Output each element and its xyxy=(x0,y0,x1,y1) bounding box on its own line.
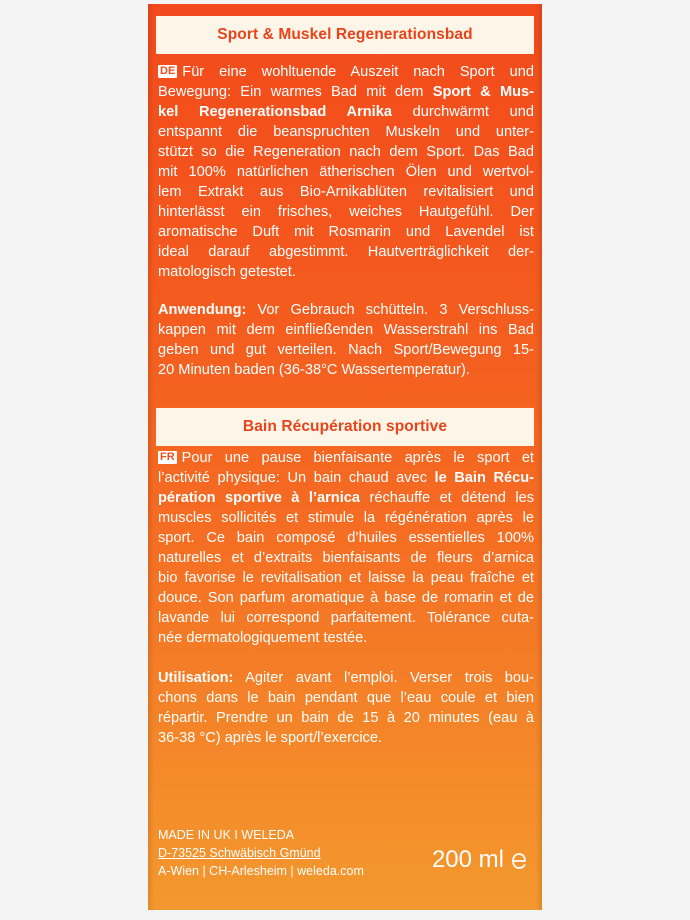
product-label-panel xyxy=(148,4,542,910)
text-line xyxy=(158,62,534,82)
text-fragment: Vor Gebrauch schütteln. 3 Verschluss- xyxy=(246,302,534,318)
text-fragment: durchwärmt und xyxy=(391,104,534,120)
product-name-bold: pération sportive à l’arnica xyxy=(158,490,361,506)
panel-right-shadow xyxy=(536,4,542,910)
text-fragment: Agiter avant l’emploi. Verser trois bou- xyxy=(233,670,534,686)
text-line: chons dans le bain pendant que l’eau coule et bien xyxy=(158,690,534,706)
usage-label-fr: Utilisation: xyxy=(158,670,234,686)
text-line: muscles sollicités et stimule la régénération après le xyxy=(158,510,534,526)
text-line: geben und gut verteilen. Nach Sport/Bewegung 15- xyxy=(158,342,534,358)
made-in-line: MADE IN UK I WELEDA xyxy=(158,828,295,842)
text-line: 36-38 °C) après le sport/l’exercice. xyxy=(158,730,383,746)
text-line: douce. Son parfum aromatique à base de romarin et de xyxy=(158,590,534,606)
text-fragment: réchauffe et détend les xyxy=(360,490,534,506)
text-line: née dermatologiquement testée. xyxy=(158,630,368,646)
product-name-bold: Sport & Mus- xyxy=(432,84,534,100)
locations-line: A-Wien | CH-Arlesheim | weleda.com xyxy=(158,864,364,878)
product-name-bold: kel Regenerationsbad Arnika xyxy=(158,104,392,120)
text-line xyxy=(158,82,534,102)
text-line: hinterlässt ein frisches, weiches Hautgefühl. Der xyxy=(158,204,534,220)
text-line: matologisch getestet. xyxy=(158,264,296,280)
section-title-fr xyxy=(156,408,534,446)
text-line: sport. Ce bain composé d’huiles essentielles 100% xyxy=(158,530,534,546)
text-line: lem Extrakt aus Bio-Arnikablüten revitalisiert und xyxy=(158,184,534,200)
lang-badge-fr: FR xyxy=(160,451,175,463)
text-line xyxy=(158,102,534,122)
text-line xyxy=(158,448,534,468)
text-line xyxy=(158,468,534,488)
text-line: ideal darauf abgestimmt. Hautverträglichkeit der- xyxy=(158,244,534,260)
usage-de xyxy=(158,300,534,380)
text-line: stützt so die Regeneration nach dem Sport. Das Bad xyxy=(158,144,534,160)
text-line: mit 100% natürlichen ätherischen Ölen und wertvol- xyxy=(158,164,534,180)
lang-badge-de: DE xyxy=(160,65,176,77)
text-line: aromatische Duft mit Rosmarin und Lavendel ist xyxy=(158,224,534,240)
description-de xyxy=(158,62,534,282)
text-line xyxy=(158,668,534,688)
section-title-de-text: Sport & Muskel Regenerationsbad xyxy=(217,26,473,43)
volume-label xyxy=(432,846,528,874)
text-line: répartir. Prendre un bain de 15 à 20 minutes (eau à xyxy=(158,710,534,726)
text-line: 20 Minuten baden (36-38°C Wassertemperatur). xyxy=(158,362,470,378)
text-line: kappen mit dem einfließenden Wasserstrahl ins Bad xyxy=(158,322,534,338)
usage-label-de: Anwendung: xyxy=(158,302,247,318)
volume-text: 200 ml xyxy=(431,846,504,873)
text-fragment: Für eine wohltuende Auszeit nach Sport und xyxy=(182,64,534,80)
text-fragment: Bewegung: Ein warmes Bad mit dem xyxy=(158,84,433,100)
text-line xyxy=(158,300,534,320)
estimated-sign-icon xyxy=(510,850,528,870)
text-fragment: Pour une pause bienfaisante après le sport et xyxy=(181,450,534,466)
usage-fr xyxy=(158,668,534,748)
text-line: bio favorise le revitalisation et laisse la peau fraîche et xyxy=(158,570,534,586)
section-title-de xyxy=(156,16,534,54)
panel-left-shadow xyxy=(148,4,154,910)
text-line: entspannt die beanspruchten Muskeln und unter- xyxy=(158,124,534,140)
text-fragment: l’activité physique: Un bain chaud avec xyxy=(158,470,435,486)
product-name-bold: le Bain Récu- xyxy=(434,470,534,486)
text-line: naturelles et d’extraits bienfaisants de fleurs d’arnica xyxy=(158,550,534,566)
description-fr xyxy=(158,448,534,648)
text-line: lavande lui correspond parfaitement. Tolérance cuta- xyxy=(158,610,534,626)
address-line: D-73525 Schwäbisch Gmünd xyxy=(158,846,321,860)
section-title-fr-text: Bain Récupération sportive xyxy=(242,418,448,435)
text-line xyxy=(158,488,534,508)
